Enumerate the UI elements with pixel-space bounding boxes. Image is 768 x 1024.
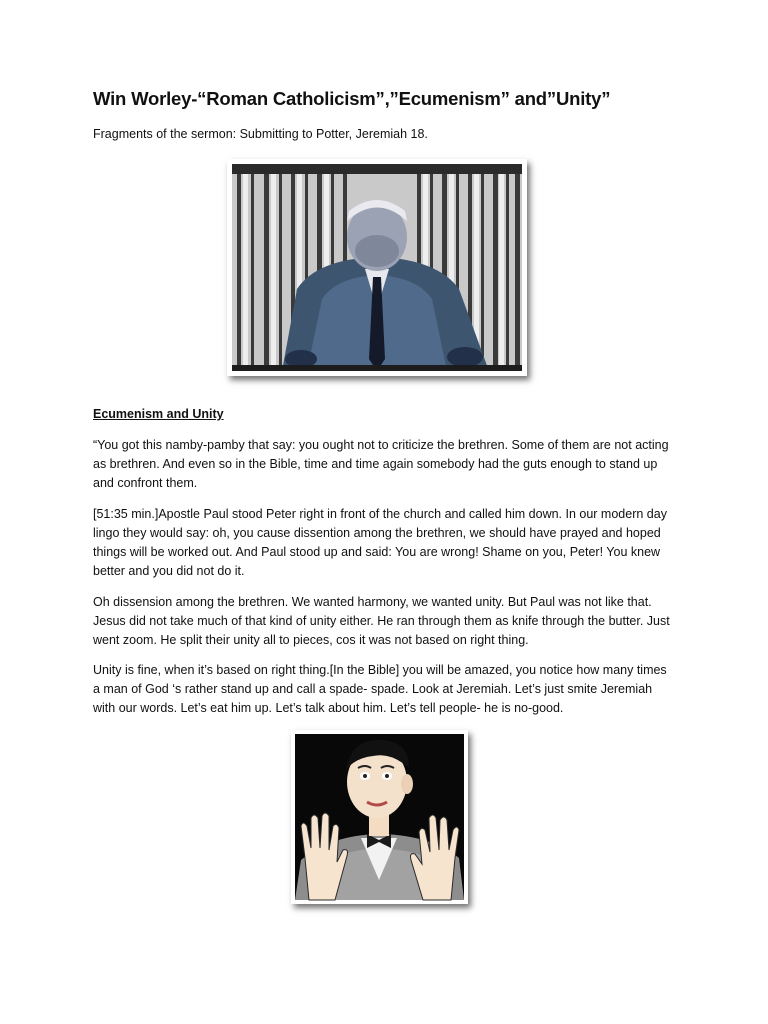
gesture-photo <box>291 730 468 904</box>
document-subtitle: Fragments of the sermon: Submitting to Potter, Jeremiah 18. <box>93 127 428 141</box>
paragraph-2: [51:35 min.]Apostle Paul stood Peter right in front of the church and called him down. In our modern day lingo they would say: oh, you cause dissention among the brethren, we should have prayed and hoped things will be worked out. And Paul stood up and said: You are wrong! Shame on you, Peter! You knew better and you did not do it. <box>93 507 667 578</box>
document-title: Win Worley-“Roman Catholicism”,”Ecumenism” and”Unity” <box>93 88 611 109</box>
paragraph-3: Oh dissension among the brethren. We wanted harmony, we wanted unity. But Paul was not like that. Jesus did not take much of that kind of unity either. He ran through them as knife through the butter. Just went zoom. He split their unity all to pieces, cos it was not based on right thing. <box>93 595 670 647</box>
paragraph-1: “You got this namby-pamby that say: you ought not to criticize the brethren. Some of them are not acting as brethren. And even so in the Bible, time and time again somebody had the guts enough to stand up and confront them. <box>93 438 669 490</box>
section-heading: Ecumenism and Unity <box>93 407 224 421</box>
preacher-photo <box>227 159 527 376</box>
paragraph-4: Unity is fine, when it’s based on right thing.[In the Bible] you will be amazed, you notice how many times a man of God ‘s rather stand up and call a spade- spade. Look at Jeremiah. Let’s just smite Jeremiah with our words. Let’s eat him up. Let’s talk about him. Let’s tell people- he is no-good. <box>93 663 667 715</box>
